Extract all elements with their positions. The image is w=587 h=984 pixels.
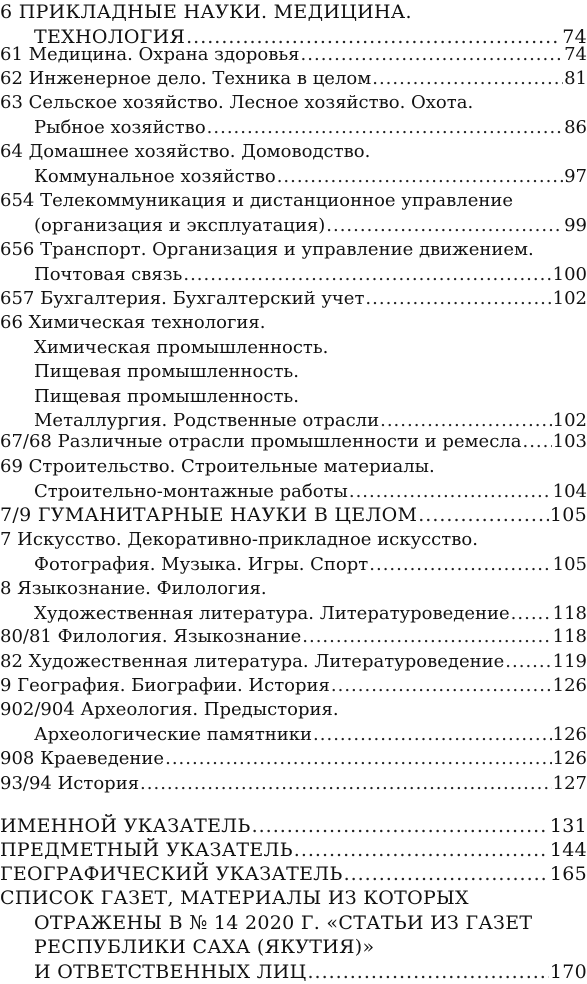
toc-page-number: 105 <box>549 504 587 526</box>
toc-line: 64 Домашнее хозяйство. Домоводство. <box>0 141 371 162</box>
toc-page-number: 131 <box>549 815 587 837</box>
toc-entry[interactable] <box>0 577 587 626</box>
toc-line: 656 Транспорт. Организация и управление движением. <box>0 239 534 260</box>
dot-leader <box>326 214 563 239</box>
toc-entry[interactable] <box>0 287 587 312</box>
toc-line: 7/9 ГУМАНИТАРНЫЕ НАУКИ В ЦЕЛОМ <box>0 504 418 526</box>
toc-line: РЕСПУБЛИКИ САХА (ЯКУТИЯ)» <box>34 936 375 959</box>
toc-page-number: 102 <box>552 288 587 309</box>
dot-leader <box>140 772 552 797</box>
toc-page-number: 126 <box>552 723 587 745</box>
dot-leader <box>301 43 564 68</box>
dot-leader <box>277 165 563 190</box>
toc-line: 7 Искусство. Декоративно-прикладное искусство. <box>0 529 478 550</box>
toc-line: (организация и эксплуатация) <box>34 214 326 236</box>
toc-page-number: 74 <box>564 44 587 65</box>
dot-leader <box>505 650 551 675</box>
toc-page-number: 165 <box>549 863 587 885</box>
toc-page-number: 127 <box>552 773 587 794</box>
toc-page-number: 119 <box>552 651 587 672</box>
toc-page-number: 118 <box>552 626 587 647</box>
toc-entry[interactable] <box>0 838 587 863</box>
toc-line: Почтовая связь <box>34 263 183 285</box>
toc-line: Пищевая промышленность. <box>34 361 299 383</box>
dot-leader <box>183 263 551 288</box>
toc-line: Химическая промышленность. <box>34 336 329 358</box>
toc-entry[interactable] <box>0 430 587 455</box>
toc-page-number: 118 <box>552 602 587 624</box>
dot-leader <box>331 674 552 699</box>
dot-leader <box>369 553 551 578</box>
dot-leader <box>511 602 552 627</box>
dot-leader <box>349 480 552 505</box>
toc-page-number: 86 <box>564 116 587 138</box>
toc-line: ТЕХНОЛОГИЯ <box>34 25 186 48</box>
toc-line: Строительно-монтажные работы <box>34 480 348 502</box>
dot-leader <box>365 287 551 312</box>
toc-page-number: 102 <box>552 410 587 432</box>
dot-leader <box>372 67 563 92</box>
toc-line: 62 Инженерное дело. Техника в целом <box>0 68 372 89</box>
toc-entry[interactable] <box>0 862 587 887</box>
toc-line: 654 Телекоммуникация и дистанционное управление <box>0 190 514 211</box>
toc-page-number: 144 <box>549 839 587 861</box>
dot-leader <box>207 116 563 141</box>
toc-page-number: 170 <box>549 960 587 983</box>
toc-line: ОТРАЖЕНЫ В № 14 2020 Г. «СТАТЬИ ИЗ ГАЗЕТ <box>34 911 533 934</box>
toc-line: 66 Химическая технология. <box>0 312 266 333</box>
toc-line: ПРЕДМЕТНЫЙ УКАЗАТЕЛЬ <box>0 839 293 861</box>
toc-line: Рыбное хозяйство <box>34 116 206 138</box>
toc-entry[interactable] <box>0 140 587 189</box>
toc-page-number: 126 <box>552 675 587 696</box>
toc-page-number: 103 <box>552 431 587 452</box>
toc-entry[interactable] <box>0 67 587 92</box>
toc-entry[interactable] <box>0 503 587 528</box>
dot-leader <box>418 503 549 528</box>
toc-entry[interactable] <box>0 625 587 650</box>
toc-entry[interactable] <box>0 698 587 747</box>
toc-line: Художественная литература. Литературоведение <box>34 602 510 624</box>
dot-leader <box>252 814 549 839</box>
toc-page-number: 97 <box>564 165 587 187</box>
toc-line: Фотография. Музыка. Игры. Спорт <box>34 553 369 575</box>
toc-line: 9 География. Биографии. История <box>0 675 330 696</box>
toc-entry[interactable] <box>0 747 587 772</box>
toc-page-number: 81 <box>564 68 587 89</box>
dot-leader <box>294 838 549 863</box>
toc-line: Пищевая промышленность. <box>34 385 299 407</box>
toc-line: ГЕОГРАФИЧЕСКИЙ УКАЗАТЕЛЬ <box>0 863 343 885</box>
toc-line: И ОТВЕТСТВЕННЫХ ЛИЦ <box>34 960 307 983</box>
toc-page-number: 126 <box>552 748 587 769</box>
toc-entry[interactable] <box>0 0 587 49</box>
toc-line: 67/68 Различные отрасли промышленности и ремесла <box>0 431 522 452</box>
dot-leader <box>522 430 551 455</box>
toc-line: 82 Художественная литература. Литературоведение <box>0 651 505 672</box>
toc-line: 8 Языкознание. Филология. <box>0 578 267 599</box>
dot-leader <box>302 625 551 650</box>
toc-entry[interactable] <box>0 311 587 434</box>
toc-entry[interactable] <box>0 886 587 984</box>
toc-entry[interactable] <box>0 772 587 797</box>
toc-line: 61 Медицина. Охрана здоровья <box>0 44 300 65</box>
dot-leader <box>308 960 549 984</box>
toc-entry[interactable] <box>0 455 587 504</box>
toc-entry[interactable] <box>0 650 587 675</box>
toc-entry[interactable] <box>0 91 587 140</box>
toc-line: 6 ПРИКЛАДНЫЕ НАУКИ. МЕДИЦИНА. <box>0 1 412 23</box>
toc-line: 657 Бухгалтерия. Бухгалтерский учет <box>0 288 365 309</box>
toc-entry[interactable] <box>0 814 587 839</box>
toc-line: Коммунальное хозяйство <box>34 165 276 187</box>
toc-page-number: 105 <box>552 553 587 575</box>
toc-line: 902/904 Археология. Предыстория. <box>0 699 339 720</box>
toc-page-number: 99 <box>564 214 587 236</box>
toc-entry[interactable] <box>0 189 587 238</box>
dot-leader <box>313 723 552 748</box>
toc-line: 93/94 История <box>0 773 140 794</box>
toc-entry[interactable] <box>0 674 587 699</box>
toc-line: СПИСОК ГАЗЕТ, МАТЕРИАЛЫ ИЗ КОТОРЫХ <box>0 887 469 909</box>
toc-entry[interactable] <box>0 43 587 68</box>
toc-line: Археологические памятники <box>34 723 313 745</box>
dot-leader <box>165 747 552 772</box>
toc-line: 80/81 Филология. Языкознание <box>0 626 302 647</box>
toc-page-number: 100 <box>552 263 587 285</box>
toc-line: ИМЕННОЙ УКАЗАТЕЛЬ <box>0 815 251 837</box>
toc-line: Металлургия. Родственные отрасли <box>34 410 380 432</box>
dot-leader <box>344 862 549 887</box>
toc-line: 908 Краеведение <box>0 748 165 769</box>
toc-line: 63 Сельское хозяйство. Лесное хозяйство. Охота. <box>0 92 474 113</box>
toc-entry[interactable] <box>0 528 587 577</box>
toc-line: 69 Строительство. Строительные материалы. <box>0 456 435 477</box>
toc-page-number: 74 <box>562 25 587 48</box>
toc-entry[interactable] <box>0 238 587 287</box>
toc-page-number: 104 <box>552 480 587 502</box>
